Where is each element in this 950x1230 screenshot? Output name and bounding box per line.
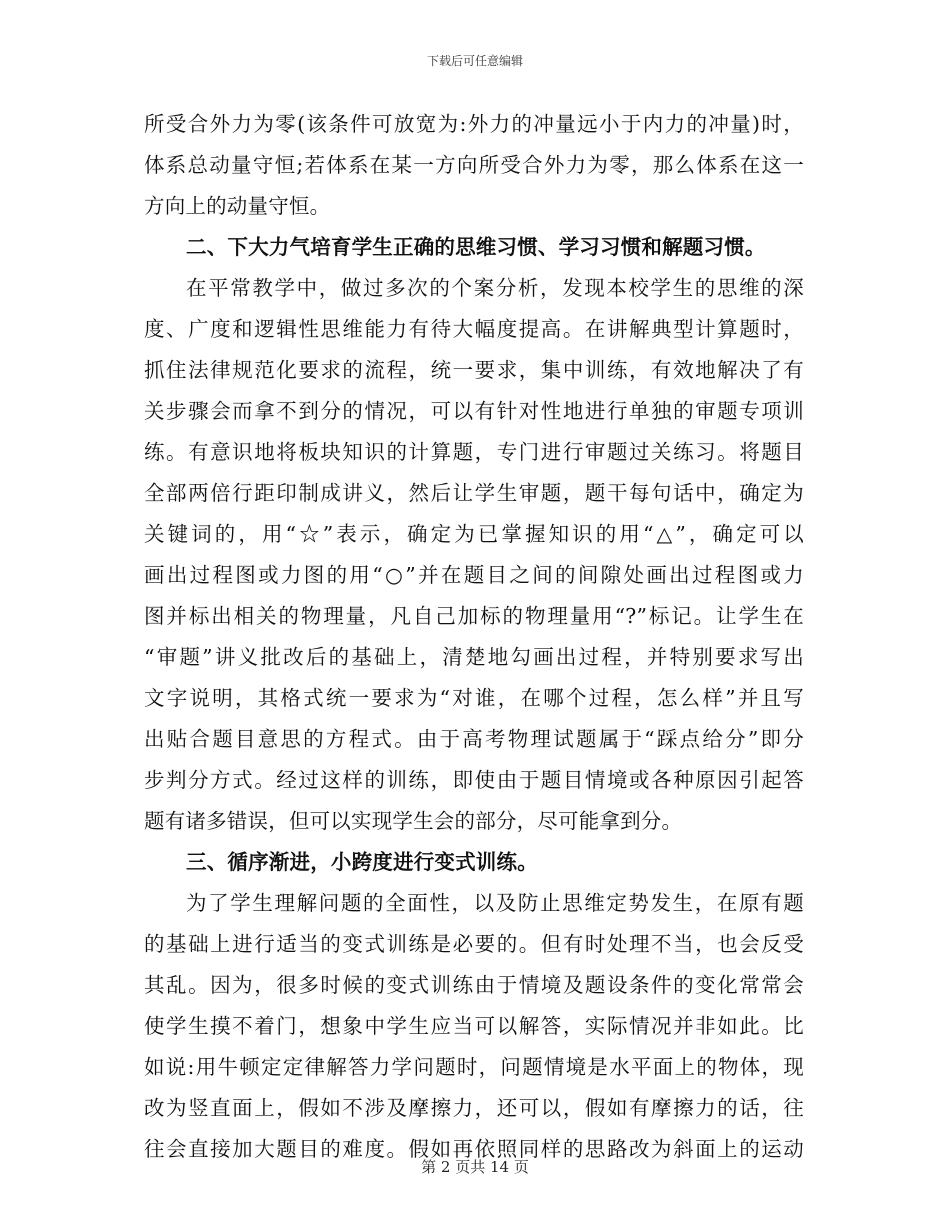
page-header: 下载后可任意编辑	[426, 54, 523, 68]
document-body	[144, 104, 804, 1170]
paragraph-line: “审题”讲义批改后的基础上，清楚地勾画出过程，并特别要求写出	[144, 645, 804, 669]
paragraph-line: 体系总动量守恒;若体系在某一方向所受合外力为零，那么体系在这一	[144, 153, 804, 177]
paragraph-line: 使学生摸不着门，想象中学生应当可以解答，实际情况并非如此。比	[144, 1014, 804, 1038]
paragraph-line: 如说:用牛顿定定律解答力学问题时，问题情境是水平面上的物体，现	[144, 1055, 804, 1079]
paragraph-line: 关键词的，用“☆”表示，确定为已掌握知识的用“△”，确定可以	[144, 522, 804, 546]
paragraph-line: 全部两倍行距印制成讲义，然后让学生审题，题干每句话中，确定为	[144, 481, 804, 505]
paragraph-line: 步判分方式。经过这样的训练，即使由于题目情境或各种原因引起答	[144, 768, 804, 792]
paragraph-line: 度、广度和逻辑性思维能力有待大幅度提高。在讲解典型计算题时，	[144, 317, 804, 341]
paragraph-line: 图并标出相关的物理量，凡自己加标的物理量用“?”标记。让学生在	[144, 604, 804, 628]
paragraph-line: 文字说明，其格式统一要求为“对谁，在哪个过程，怎么样”并且写	[144, 686, 804, 710]
paragraph-line: 画出过程图或力图的用“○”并在题目之间的间隙处画出过程图或力	[144, 563, 804, 587]
paragraph-line: 往会直接加大题目的难度。假如再依照同样的思路改为斜面上的运动	[144, 1137, 804, 1161]
paragraph-line: 的基础上进行适当的变式训练是必要的。但有时处理不当，也会反受	[144, 932, 804, 956]
paragraph-line: 所受合外力为零(该条件可放宽为:外力的冲量远小于内力的冲量)时，	[144, 112, 804, 136]
paragraph-line: 出贴合题目意思的方程式。由于高考物理试题属于“踩点给分”即分	[144, 727, 804, 751]
paragraph-line: 在平常教学中，做过多次的个案分析，发现本校学生的思维的深	[186, 276, 804, 300]
paragraph-line: 练。有意识地将板块知识的计算题，专门进行审题过关练习。将题目	[144, 440, 804, 464]
section-heading: 三、循序渐进，小跨度进行变式训练。	[186, 850, 538, 874]
paragraph-line: 关步骤会而拿不到分的情况，可以有针对性地进行单独的审题专项训	[144, 399, 804, 423]
paragraph-line: 改为竖直面上，假如不涉及摩擦力，还可以，假如有摩擦力的话，往	[144, 1096, 804, 1120]
paragraph-line: 题有诸多错误，但可以实现学生会的部分，尽可能拿到分。	[144, 809, 683, 833]
paragraph-line: 方向上的动量守恒。	[144, 194, 331, 218]
page-footer: 第 2 页共 14 页	[421, 1158, 529, 1176]
paragraph-line: 抓住法律规范化要求的流程，统一要求，集中训练，有效地解决了有	[144, 358, 804, 382]
section-heading: 二、下大力气培育学生正确的思维习惯、学习习惯和解题习惯。	[186, 235, 766, 259]
paragraph-line: 其乱。因为，很多时候的变式训练由于情境及题设条件的变化常常会	[144, 973, 804, 997]
paragraph-line: 为了学生理解问题的全面性，以及防止思维定势发生，在原有题	[186, 891, 804, 915]
